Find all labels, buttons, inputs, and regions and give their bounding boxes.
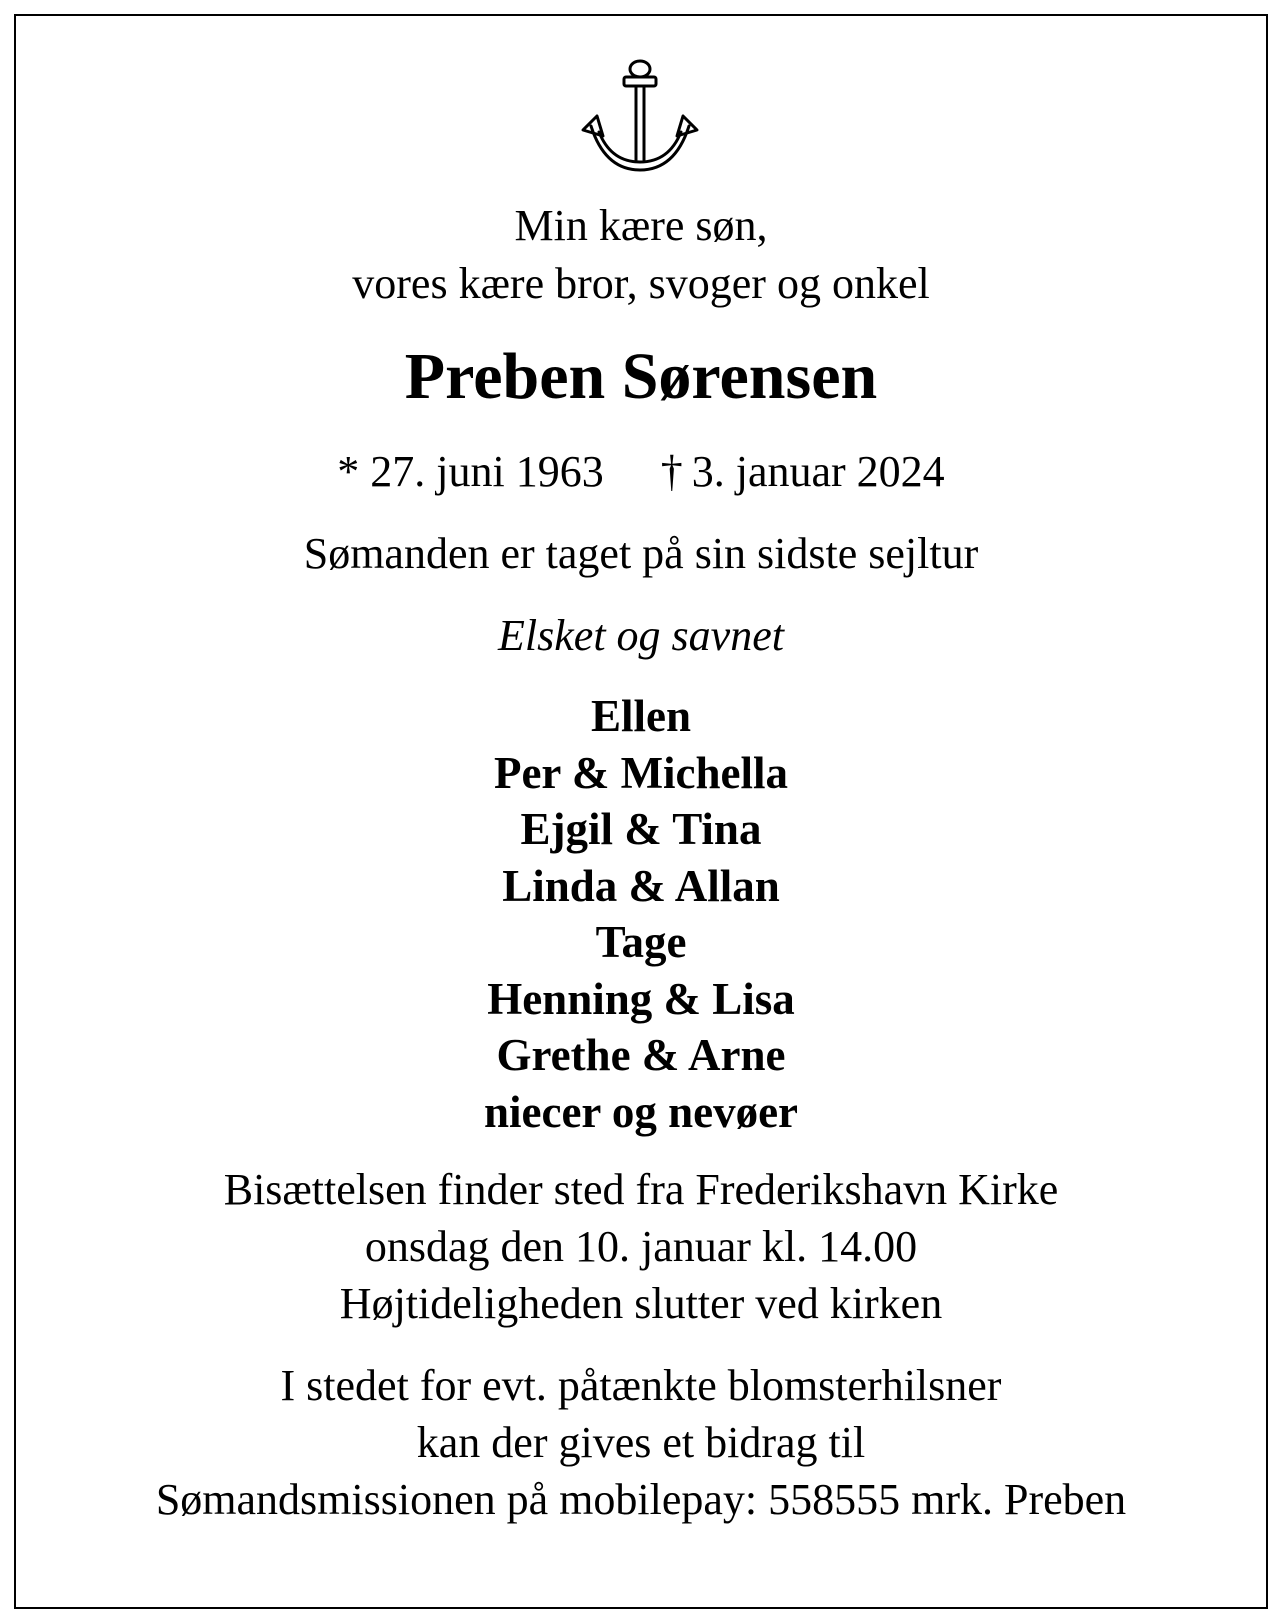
loved-line: Elsket og savnet — [498, 611, 784, 660]
family-member: Tage — [595, 917, 687, 967]
birth-date: 27. juni 1963 — [370, 447, 604, 496]
family-member: Grethe & Arne — [496, 1030, 786, 1080]
birth-symbol: * — [337, 447, 360, 496]
donation-line-3: Sømandsmissionen på mobilepay: 558555 mrk. Preben — [155, 1475, 1127, 1524]
family-member: Ellen — [590, 691, 692, 741]
family-member: Per & Michella — [493, 748, 789, 798]
death-date: 3. januar 2024 — [691, 447, 945, 496]
funeral-line-2: onsdag den 10. januar kl. 14.00 — [364, 1222, 918, 1271]
funeral-line-1: Bisættelsen finder sted fra Frederikshavn Kirke — [223, 1165, 1059, 1214]
family-member: Ejgil & Tina — [520, 804, 762, 854]
donation-line-1: I stedet for evt. påtænkte blomsterhilsner — [280, 1361, 1002, 1410]
death-symbol: † — [660, 447, 683, 496]
deceased-name: Preben Sørensen — [404, 340, 878, 413]
family-member: niecer og nevøer — [483, 1087, 799, 1137]
anchor-icon — [575, 46, 705, 176]
family-member: Henning & Lisa — [487, 974, 795, 1024]
donation-line-2: kan der gives et bidrag til — [416, 1418, 866, 1467]
family-member: Linda & Allan — [502, 861, 780, 911]
funeral-line-3: Højtideligheden slutter ved kirken — [339, 1279, 943, 1328]
intro-line-2: vores kære bror, svoger og onkel — [352, 259, 930, 308]
intro-line-1: Min kære søn, — [514, 201, 768, 250]
life-dates — [14, 447, 1268, 496]
motto: Sømanden er taget på sin sidste sejltur — [303, 529, 979, 578]
